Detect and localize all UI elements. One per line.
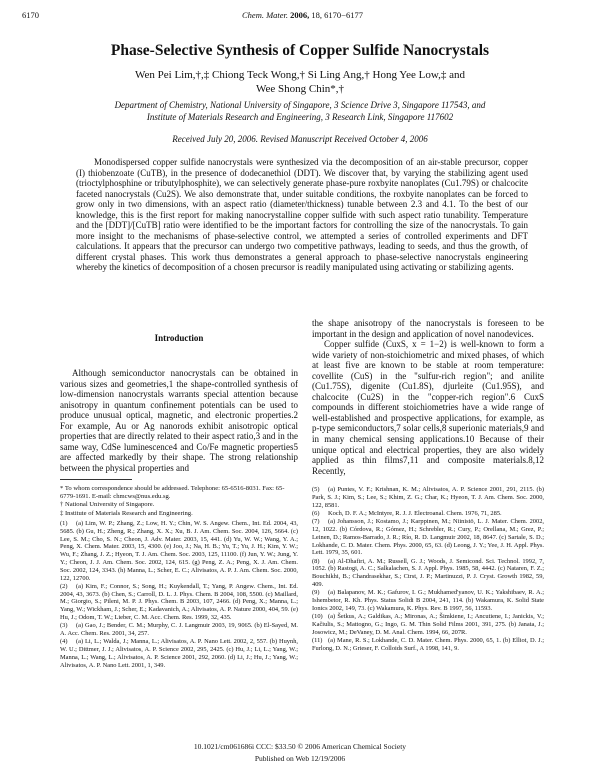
received-dates: Received July 20, 2006. Revised Manuscript Received October 4, 2006 [172,134,428,144]
paper-title: Phase-Selective Synthesis of Copper Sulfide Nanocrystals [110,42,490,59]
reference-item: (8) (a) Al-Dhafiri, A. M.; Russell, G. J.; Woods, J. Semicond. Sci. Technol. 1992, 7, 1052. (b) Rastogi, A. C.; Salkalachen, S. J. Appl. Phys. 1985, 58, 4442. (c) Nataren, F. Z.; Bouchikhi, B.; Chandrasekhar, S.; Ctrst, J. P.; Martinuzzi, P. J. Cryst. Growth 1982, 59, 409. [312,557,544,589]
reference-item: (6) Koch, D. F. A.; McIntyre, R. J. J. Electroanal. Chem. 1976, 71, 285. [312,509,502,517]
reference-item: (3) (a) Gao, J.; Bender, C. M.; Murphy, C. J. Langmuir 2003, 19, 9065. (b) El-Sayed, M. A. Acc. Chem. Res. 2001, 34, 257. [60,622,298,638]
intro-right-column [312,318,544,476]
footnote-dagger: † National University of Singapore. [60,501,155,509]
journal-year: 2006, [290,10,310,20]
footer-doi: 10.1021/cm061686i CCC: $33.50 © 2006 American Chemical Society [193,742,407,751]
journal-citation [242,10,363,20]
references-left-column [60,520,298,670]
intro-paragraph-1-continued: the shape anisotropy of the nanocrystals is foreseen to be important in the design and application of novel nanodevices. [312,318,544,339]
reference-item: (7) (a) Johansson, J.; Kostamo, J.; Karppinen, M.; Niinistö, L. J. Mater. Chem. 2002, 12, 1022. (b) Córdova, R.; Gómez, H.; Schrebler, R.; Cury, P.; Orellana, M.; Grez, P.; Leinen, D.; Ramos-Barrado, J. R.; Río, R. D. Langmuir 2002, 18, 8647. (c) Sartale, S. D.; Lokhande, C. D. Mater. Chem. Phys. 2000, 65, 63. (d) Leong, J. Y.; Yee, J. H. Appl. Phys. Lett. 1979, 35, 601. [312,518,544,557]
reference-item: (9) (a) Balapanov, M. K.; Gafurov, I. G.; Mukhamed'yanov, U. K.; Yakshibaev, R. A.; Ishembetor, R. Kh. Phys. Status Solidi B 2004, 241, 114. (b) Wakamura, K. Solid State Ionics 2002, 149, 73. (c) Wakamura, K. Phys. Rev. B 1997, 56, 11593. [312,589,544,612]
reference-item: (10) (a) Šetkus, A.; Galdikas, A.; Mironas, A.; Šimkiene, I.; Ancutiene, I.; Janickis, V.; Kačiulis, S.; Mattogno, G.; Ingo, G. M. Thin Solid Films 2001, 391, 275. (b) Janata, J.; Josowicz, M.; DeVaney, D. M. Anal. Chem. 1994, 66, 207R. [312,613,544,636]
reference-item: (11) (a) Mane, R. S.; Lokhande, C. D. Mater. Chem. Phys. 2000, 65, 1. (b) Elliot, D. J.; Furlong, D. N.; Grieser, F. Colloids Surf., A 1998, 141, 9. [312,637,544,652]
reference-item: (1) (a) Lim, W. P.; Zhang, Z.; Low, H. Y.; Chin, W. S. Angew. Chem., Int. Ed. 2004, 43, 5685. (b) Gu, H.; Zheng, R.; Zhang, X. X.; Xu, B. J. Am. Chem. Soc. 2004, 126, 5664. (c) Lee, S. M.; Cho, S. N.; Cheon, J. Adv. Mater. 2003, 15, 441. (d) Yu, W. W.; Wang, Y. A.; Peng, X. Chem. Mater. 2003, 15, 4300. (e) Joo, J.; Na, H. B.; Yu, T.; Yu, J. H.; Kim, Y. W.; Wu, F.; Zhang, J. Z.; Hyeon, T. J. Am. Chem. Soc. 2003, 125, 11100. (f) Jun, Y. W.; Jung, Y. Y.; Cheon, J. J. Am. Chem. Soc. 2002, 124, 615. (g) Peng, Z. A.; Peng, X. J. Am. Chem. Soc. 2002, 124, 3343. (h) Manna, L.; Scher, E. C.; Alivisatos, A. P. J. Am. Chem. Soc. 2000, 122, 12700. [60,520,298,582]
journal-volume-pages: 18, 6170−6177 [311,10,363,20]
footnote-corresponding: * To whom correspondence should be addressed. Telephone: 65-6516-8031. Fax: 65-6779-1691. E-mail: chmcws@nus.edu.sg. [60,485,285,501]
affiliation-line-1: Department of Chemistry, National University of Singapore, 3 Science Drive 3, Singapore 117543, and [114,100,486,110]
footnotes [60,485,298,518]
author-list [60,68,540,96]
reference-item: (2) (a) Kim, F.; Connor, S.; Song, H.; Kuykendall, T.; Yang, P. Angew. Chem., Int. Ed. 2004, 43, 3673. (b) Chen, S.; Carroll, D. L. J. Phys. Chem. B 2004, 108, 5500. (c) Maillard, M.; Giorgio, S.; Pileni, M. P. J. Phys. Chem. B 2003, 107, 2466. (d) Peng, X.; Manna, L.; Yang, W.; Wickham, J.; Scher, E.; Kadavanich, A.; Alivisatos, A. P. Nature 2000, 404, 59. (e) Hu, J.; Odom, T. W.; Lieber, C. M. Acc. Chem. Res. 1999, 32, 435. [60,582,298,622]
affiliations [70,100,530,123]
section-heading-introduction: Introduction [154,333,204,343]
abstract: Monodispersed copper sulfide nanocrystals were synthesized via the decomposition of an air-stable precursor, copper (I) thiobenzoate (CuTB), in the presence of dodecanethiol (DDT). We discover that, by varying the stabilizing agent used (trioctylphosphine or tributylphosphite), we can selectively generate phase-pure roxbyite nanoplates (Cu1.79S) or chalcocite faceted nanocrystals (Cu2S). We also demonstrate that, under suitable conditions, the roxbyite nanoplates can be forced to grow only in two dimensions, with an aspect ratio (diameter/thickness) tunable between 2.3 and 4.1. To the best of our knowledge, this is the first report for making nanocrystalline copper sulfide with such aspect ratio tunability. Temperature and the [DDT]/[CuTB] ratio were identified to be the important factors for controlling the size of the nanocrystals. To gain more insight to the mechanisms of phase-selective control, we attempted a series of controlled experiments and DFT calculations. It appears that the precursor can undergo two competitive pathways, leading to seeds, and thus the growth, of different crystal phases. This work thus demonstrates a general approach to phase-selective nanocrystals engineering whereby the kinetics of decomposition of a chosen precursor is readily manipulated using activating or stabilizing agents. [76,157,528,273]
footer-published: Published on Web 12/19/2006 [254,754,346,763]
footnote-divider [60,479,132,480]
footnote-ddagger: ‡ Institute of Materials Research and Engineering. [60,509,193,517]
affiliation-line-2: Institute of Materials Research and Engineering, 3 Research Link, Singapore 117602 [146,111,454,122]
reference-item: (4) (a) Li, L.; Walda, J.; Manna, L.; Alivisatos, A. P. Nano Lett. 2002, 2, 557. (b) Huynh, W. U.; Dittmer, J. J.; Alivisatos, A. P. Science 2002, 295, 2425. (c) Hu, J.; Li, L.; Yang, W.; Manna, L.; Wang, L.; Alivisatos, A. P. Science 2001, 292, 2060. (d) Li, J.; Hu, J.; Yang, W.; Alivisatos, A. P. Nano Lett. 2001, 1, 349. [60,638,298,669]
intro-paragraph-1: Although semiconductor nanocrystals can be obtained in various sizes and geometries,1 the shape-controlled synthesis of low-dimension nanocrystals warrants special attention because anisotropy in quantum confinement potentials can be used to produce unusual optical, magnetic, and electronic properties.2 For example, Au or Ag nanorods exhibit anisotropic optical properties that are directly related to their aspect ratio,3 and in the same way, CdSe luminescence4 and Co/Fe magnetic properties5 are affected markedly by their shape. The strong relationship between the physical properties and [60,368,298,473]
author-line-2: Wee Shong Chin*,† [255,83,345,95]
page-number: 6170 [22,10,39,20]
journal-name: Chem. Mater. [242,10,289,20]
reference-item: (5) (a) Puntes, V. F.; Krishnan, K. M.; Alivisatos, A. P. Science 2001, 291, 2115. (b) Park, S. J.; Kim, S.; Lee, S.; Khim, Z. G.; Char, K.; Hyeon, T. J. Am. Chem. Soc. 2000, 122, 8581. [312,486,544,509]
intro-left-column [60,368,298,473]
author-line-1: Wen Pei Lim,†,‡ Chiong Teck Wong,† Si Ling Ang,† Hong Yee Low,‡ and [135,69,465,81]
intro-paragraph-2: Copper sulfide (CuxS, x = 1−2) is well-known to form a wide variety of non-stoichiometric and mixed phases, of which at least five are known to be stable at room temperature: covellite (CuS) in the "sulfur-rich region"; and anilite (Cu1.75S), digenite (Cu1.8S), djurleite (Cu1.95S), and chalcocite (Cu2S) in the "copper-rich region".6 CuxS compounds in different stoichiometries have a wide range of well-established and prospective applications, for example, as p-type semiconductors,7 solar cells,8 superionic materials,9 and in many chemical sensing applications.10 Because of their unique optical and electrical properties, they are also widely applied as thin films7,11 and composite materials.8,12 Recently, [312,339,544,476]
references-right-column [312,486,544,653]
